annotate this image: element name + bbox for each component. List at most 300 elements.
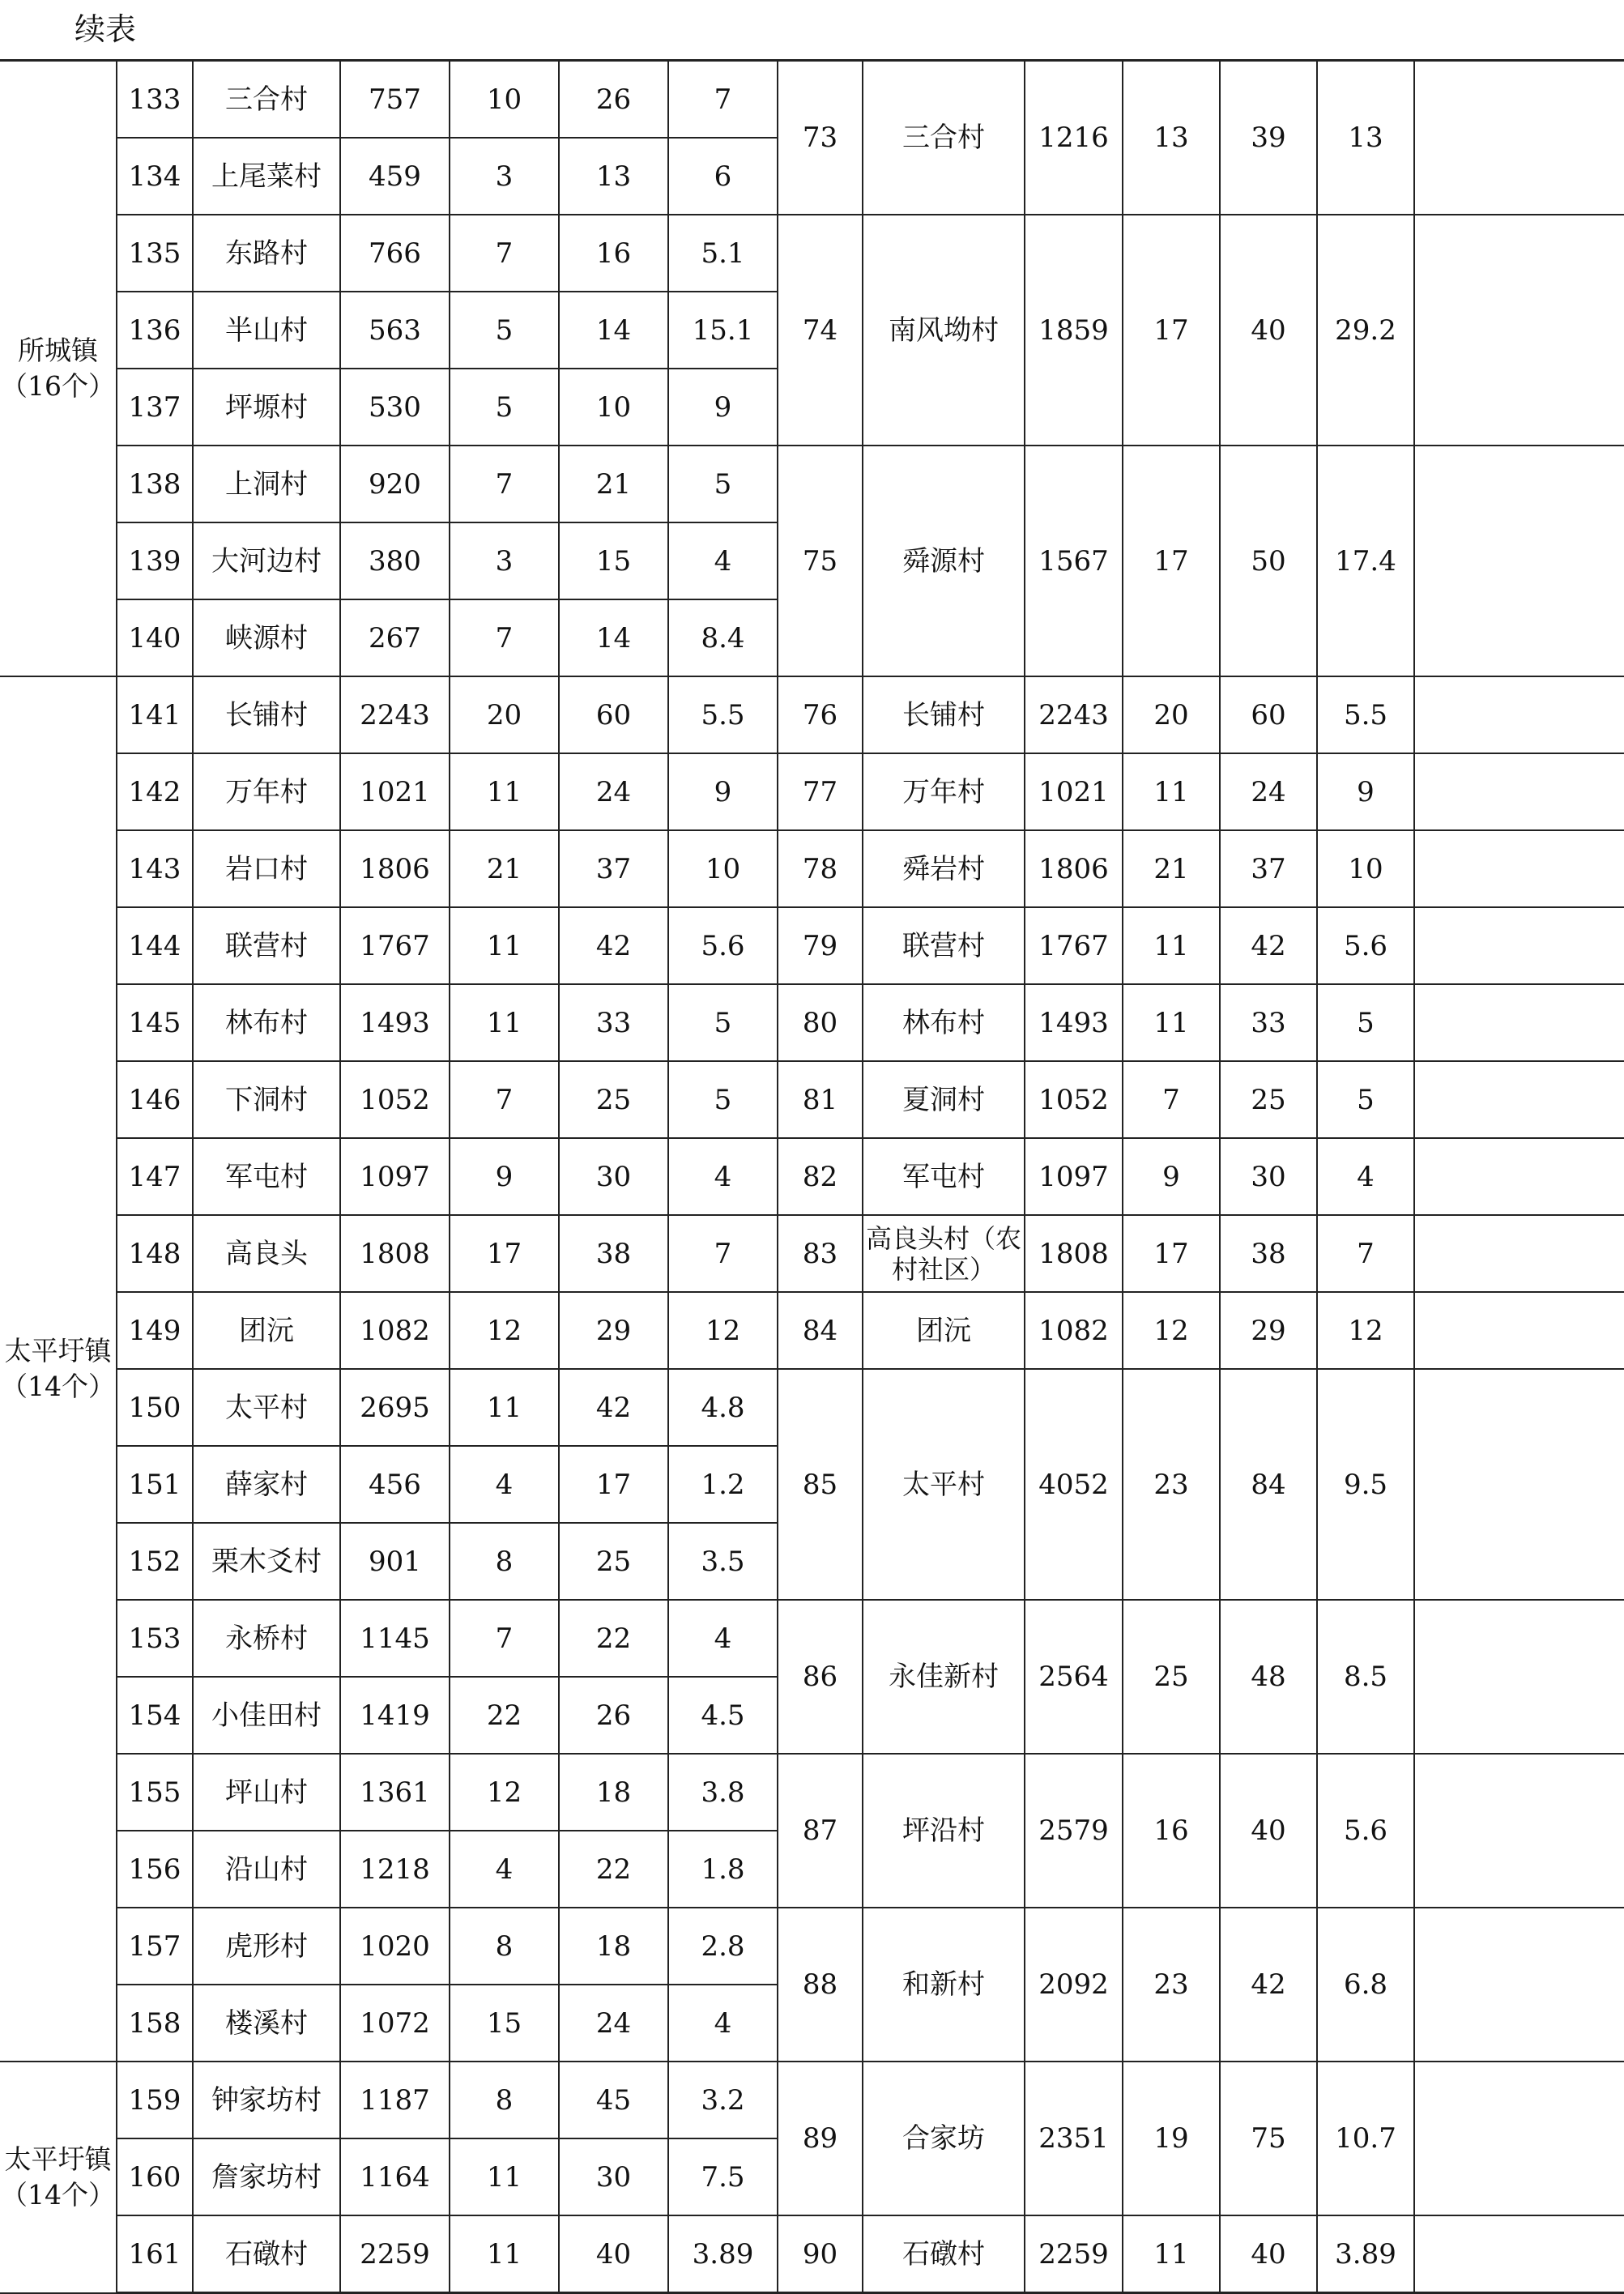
original-no-cell: 140 [117, 599, 193, 676]
original-pop-cell: 1218 [340, 1831, 450, 1908]
table-row [0, 1292, 1624, 1369]
merged-pop-cell: 2243 [1025, 676, 1123, 753]
original-pop-cell: 1021 [340, 753, 450, 830]
merged-c2-cell: 25 [1220, 1061, 1317, 1138]
original-village-cell: 永桥村 [193, 1600, 340, 1677]
table-row [0, 1138, 1624, 1215]
original-pop-cell: 1072 [340, 1985, 450, 2062]
remark-cell [1414, 830, 1624, 907]
original-c1-cell: 8 [450, 1523, 559, 1600]
original-c2-cell: 25 [559, 1523, 668, 1600]
original-pop-cell: 1082 [340, 1292, 450, 1369]
original-c3-cell: 5 [668, 446, 778, 522]
original-c2-cell: 13 [559, 138, 668, 215]
original-village-cell: 上洞村 [193, 446, 340, 522]
original-c1-cell: 5 [450, 292, 559, 369]
original-pop-cell: 1020 [340, 1908, 450, 1985]
original-c1-cell: 11 [450, 753, 559, 830]
remark-cell [1414, 446, 1624, 676]
original-pop-cell: 1767 [340, 907, 450, 984]
original-c2-cell: 22 [559, 1831, 668, 1908]
original-no-cell: 159 [117, 2062, 193, 2138]
original-village-cell: 半山村 [193, 292, 340, 369]
original-c3-cell: 4 [668, 1600, 778, 1677]
merged-village-cell: 舜源村 [863, 446, 1025, 676]
original-c2-cell: 40 [559, 2215, 668, 2293]
original-no-cell: 145 [117, 984, 193, 1061]
original-c2-cell: 14 [559, 599, 668, 676]
remark-cell [1414, 753, 1624, 830]
original-no-cell: 133 [117, 61, 193, 139]
original-no-cell: 136 [117, 292, 193, 369]
merged-c3-cell: 5 [1317, 1061, 1414, 1138]
merged-no-cell: 84 [778, 1292, 863, 1369]
merged-no-cell: 90 [778, 2215, 863, 2293]
original-pop-cell: 459 [340, 138, 450, 215]
original-village-cell: 坪山村 [193, 1754, 340, 1831]
original-no-cell: 137 [117, 369, 193, 446]
original-c1-cell: 12 [450, 1292, 559, 1369]
original-no-cell: 160 [117, 2138, 193, 2215]
merged-no-cell: 78 [778, 830, 863, 907]
merged-village-cell: 南风坳村 [863, 215, 1025, 446]
merged-c1-cell: 21 [1123, 830, 1220, 907]
original-c3-cell: 2.8 [668, 1908, 778, 1985]
original-village-cell: 高良头 [193, 1215, 340, 1292]
remark-cell [1414, 1369, 1624, 1600]
original-pop-cell: 1493 [340, 984, 450, 1061]
original-pop-cell: 766 [340, 215, 450, 292]
merged-c3-cell: 29.2 [1317, 215, 1414, 446]
original-c1-cell: 3 [450, 138, 559, 215]
table-row [0, 753, 1624, 830]
table-row [0, 1600, 1624, 1677]
merged-c2-cell: 75 [1220, 2062, 1317, 2215]
original-c2-cell: 25 [559, 1061, 668, 1138]
original-c1-cell: 22 [450, 1677, 559, 1754]
original-c2-cell: 22 [559, 1600, 668, 1677]
original-village-cell: 峡源村 [193, 599, 340, 676]
original-c1-cell: 7 [450, 446, 559, 522]
original-no-cell: 149 [117, 1292, 193, 1369]
original-c3-cell: 6 [668, 138, 778, 215]
original-no-cell: 157 [117, 1908, 193, 1985]
original-c1-cell: 12 [450, 1754, 559, 1831]
original-c1-cell: 21 [450, 830, 559, 907]
merged-c3-cell: 4 [1317, 1138, 1414, 1215]
original-c2-cell: 17 [559, 1446, 668, 1523]
merged-pop-cell: 1767 [1025, 907, 1123, 984]
merged-c2-cell: 40 [1220, 1754, 1317, 1908]
table-row [0, 1215, 1624, 1292]
original-c1-cell: 17 [450, 1215, 559, 1292]
original-no-cell: 141 [117, 676, 193, 753]
remark-cell [1414, 1138, 1624, 1215]
original-village-cell: 楼溪村 [193, 1985, 340, 2062]
original-c3-cell: 7 [668, 1215, 778, 1292]
original-c2-cell: 18 [559, 1754, 668, 1831]
original-c2-cell: 33 [559, 984, 668, 1061]
original-c3-cell: 4.5 [668, 1677, 778, 1754]
original-c1-cell: 9 [450, 1138, 559, 1215]
original-pop-cell: 1808 [340, 1215, 450, 1292]
remark-cell [1414, 215, 1624, 446]
original-c2-cell: 37 [559, 830, 668, 907]
merged-c1-cell: 17 [1123, 446, 1220, 676]
original-village-cell: 三合村 [193, 61, 340, 139]
original-no-cell: 139 [117, 522, 193, 599]
original-c3-cell: 4 [668, 1985, 778, 2062]
merged-c2-cell: 60 [1220, 676, 1317, 753]
merged-c2-cell: 40 [1220, 2215, 1317, 2293]
original-c2-cell: 24 [559, 753, 668, 830]
merged-village-cell: 石礅村 [863, 2215, 1025, 2293]
merged-c2-cell: 84 [1220, 1369, 1317, 1600]
merged-no-cell: 88 [778, 1908, 863, 2062]
merged-c3-cell: 9.5 [1317, 1369, 1414, 1600]
original-no-cell: 146 [117, 1061, 193, 1138]
original-c3-cell: 3.8 [668, 1754, 778, 1831]
original-c1-cell: 11 [450, 1369, 559, 1446]
table-row [0, 1369, 1624, 1446]
merged-village-cell: 万年村 [863, 753, 1025, 830]
original-village-cell: 大河边村 [193, 522, 340, 599]
merged-c1-cell: 11 [1123, 753, 1220, 830]
original-c3-cell: 3.89 [668, 2215, 778, 2293]
original-village-cell: 栗木爻村 [193, 1523, 340, 1600]
original-c3-cell: 5.6 [668, 907, 778, 984]
original-c3-cell: 8.4 [668, 599, 778, 676]
merged-pop-cell: 2351 [1025, 2062, 1123, 2215]
original-c1-cell: 7 [450, 599, 559, 676]
merged-c3-cell: 5.5 [1317, 676, 1414, 753]
original-c1-cell: 4 [450, 1831, 559, 1908]
merged-pop-cell: 1493 [1025, 984, 1123, 1061]
original-village-cell: 薛家村 [193, 1446, 340, 1523]
table-row [0, 984, 1624, 1061]
merged-c1-cell: 11 [1123, 2215, 1220, 2293]
original-c2-cell: 45 [559, 2062, 668, 2138]
remark-cell [1414, 1215, 1624, 1292]
merged-no-cell: 89 [778, 2062, 863, 2215]
original-c2-cell: 16 [559, 215, 668, 292]
original-c2-cell: 10 [559, 369, 668, 446]
original-no-cell: 151 [117, 1446, 193, 1523]
original-c1-cell: 7 [450, 1061, 559, 1138]
merged-c3-cell: 9 [1317, 753, 1414, 830]
remark-cell [1414, 1754, 1624, 1908]
merged-village-cell: 三合村 [863, 61, 1025, 215]
original-no-cell: 154 [117, 1677, 193, 1754]
original-pop-cell: 380 [340, 522, 450, 599]
original-village-cell: 小佳田村 [193, 1677, 340, 1754]
original-no-cell: 150 [117, 1369, 193, 1446]
merged-c2-cell: 42 [1220, 1908, 1317, 2062]
merged-pop-cell: 2092 [1025, 1908, 1123, 2062]
merged-no-cell: 73 [778, 61, 863, 215]
original-no-cell: 155 [117, 1754, 193, 1831]
merged-village-cell: 坪沿村 [863, 1754, 1025, 1908]
table-row [0, 907, 1624, 984]
merged-c2-cell: 30 [1220, 1138, 1317, 1215]
town-name-cell: 太平圩镇（14个） [0, 2062, 117, 2293]
merged-pop-cell: 1082 [1025, 1292, 1123, 1369]
remark-cell [1414, 1908, 1624, 2062]
original-c3-cell: 5 [668, 984, 778, 1061]
original-pop-cell: 1145 [340, 1600, 450, 1677]
original-no-cell: 153 [117, 1600, 193, 1677]
original-pop-cell: 901 [340, 1523, 450, 1600]
original-pop-cell: 1187 [340, 2062, 450, 2138]
merged-c3-cell: 5 [1317, 984, 1414, 1061]
merged-pop-cell: 1216 [1025, 61, 1123, 215]
original-village-cell: 东路村 [193, 215, 340, 292]
original-c3-cell: 5.1 [668, 215, 778, 292]
original-c2-cell: 26 [559, 1677, 668, 1754]
original-no-cell: 148 [117, 1215, 193, 1292]
village-merge-table [0, 59, 1624, 2294]
original-c2-cell: 21 [559, 446, 668, 522]
merged-c1-cell: 25 [1123, 1600, 1220, 1754]
original-pop-cell: 920 [340, 446, 450, 522]
merged-village-cell: 合家坊 [863, 2062, 1025, 2215]
merged-village-cell: 长铺村 [863, 676, 1025, 753]
original-pop-cell: 267 [340, 599, 450, 676]
original-no-cell: 144 [117, 907, 193, 984]
merged-pop-cell: 1097 [1025, 1138, 1123, 1215]
original-pop-cell: 563 [340, 292, 450, 369]
original-village-cell: 石礅村 [193, 2215, 340, 2293]
merged-c3-cell: 17.4 [1317, 446, 1414, 676]
original-no-cell: 134 [117, 138, 193, 215]
table-row [0, 61, 1624, 139]
original-pop-cell: 530 [340, 369, 450, 446]
original-village-cell: 太平村 [193, 1369, 340, 1446]
original-village-cell: 下洞村 [193, 1061, 340, 1138]
original-c1-cell: 8 [450, 1908, 559, 1985]
merged-no-cell: 87 [778, 1754, 863, 1908]
original-c1-cell: 7 [450, 215, 559, 292]
original-pop-cell: 757 [340, 61, 450, 139]
table-row [0, 676, 1624, 753]
remark-cell [1414, 1292, 1624, 1369]
original-c1-cell: 11 [450, 907, 559, 984]
original-c3-cell: 4 [668, 522, 778, 599]
merged-c2-cell: 39 [1220, 61, 1317, 215]
remark-cell [1414, 1600, 1624, 1754]
merged-pop-cell: 1859 [1025, 215, 1123, 446]
merged-village-cell: 林布村 [863, 984, 1025, 1061]
table-row [0, 1908, 1624, 1985]
original-village-cell: 联营村 [193, 907, 340, 984]
original-village-cell: 长铺村 [193, 676, 340, 753]
original-c1-cell: 20 [450, 676, 559, 753]
original-no-cell: 135 [117, 215, 193, 292]
original-pop-cell: 2259 [340, 2215, 450, 2293]
original-village-cell: 沿山村 [193, 1831, 340, 1908]
merged-c1-cell: 17 [1123, 215, 1220, 446]
merged-c3-cell: 3.89 [1317, 2215, 1414, 2293]
original-c1-cell: 11 [450, 2215, 559, 2293]
original-c2-cell: 42 [559, 907, 668, 984]
original-no-cell: 156 [117, 1831, 193, 1908]
original-c2-cell: 26 [559, 61, 668, 139]
merged-c1-cell: 7 [1123, 1061, 1220, 1138]
merged-pop-cell: 1806 [1025, 830, 1123, 907]
original-c2-cell: 38 [559, 1215, 668, 1292]
merged-c3-cell: 5.6 [1317, 907, 1414, 984]
merged-no-cell: 77 [778, 753, 863, 830]
original-village-cell: 坪塬村 [193, 369, 340, 446]
original-c3-cell: 9 [668, 369, 778, 446]
original-c3-cell: 1.8 [668, 1831, 778, 1908]
original-c3-cell: 10 [668, 830, 778, 907]
town-name-cell: 太平圩镇（14个） [0, 676, 117, 2062]
merged-c2-cell: 50 [1220, 446, 1317, 676]
merged-c1-cell: 19 [1123, 2062, 1220, 2215]
merged-c3-cell: 10.7 [1317, 2062, 1414, 2215]
original-no-cell: 152 [117, 1523, 193, 1600]
merged-no-cell: 79 [778, 907, 863, 984]
original-c2-cell: 14 [559, 292, 668, 369]
table-row [0, 1061, 1624, 1138]
merged-c1-cell: 20 [1123, 676, 1220, 753]
merged-c2-cell: 38 [1220, 1215, 1317, 1292]
merged-no-cell: 74 [778, 215, 863, 446]
original-pop-cell: 1419 [340, 1677, 450, 1754]
merged-no-cell: 81 [778, 1061, 863, 1138]
original-pop-cell: 1361 [340, 1754, 450, 1831]
remark-cell [1414, 1061, 1624, 1138]
merged-c3-cell: 8.5 [1317, 1600, 1414, 1754]
original-c3-cell: 15.1 [668, 292, 778, 369]
merged-no-cell: 85 [778, 1369, 863, 1600]
original-village-cell: 万年村 [193, 753, 340, 830]
merged-c1-cell: 17 [1123, 1215, 1220, 1292]
original-no-cell: 147 [117, 1138, 193, 1215]
remark-cell [1414, 61, 1624, 215]
original-no-cell: 161 [117, 2215, 193, 2293]
table-row [0, 446, 1624, 522]
table-row [0, 2215, 1624, 2293]
original-pop-cell: 1097 [340, 1138, 450, 1215]
original-pop-cell: 1052 [340, 1061, 450, 1138]
merged-village-cell: 永佳新村 [863, 1600, 1025, 1754]
original-c3-cell: 7.5 [668, 2138, 778, 2215]
merged-c2-cell: 40 [1220, 215, 1317, 446]
original-village-cell: 林布村 [193, 984, 340, 1061]
merged-village-cell: 团沅 [863, 1292, 1025, 1369]
merged-c2-cell: 29 [1220, 1292, 1317, 1369]
original-pop-cell: 2695 [340, 1369, 450, 1446]
original-c1-cell: 11 [450, 984, 559, 1061]
original-c1-cell: 8 [450, 2062, 559, 2138]
merged-pop-cell: 2564 [1025, 1600, 1123, 1754]
merged-village-cell: 舜岩村 [863, 830, 1025, 907]
merged-c1-cell: 16 [1123, 1754, 1220, 1908]
merged-c2-cell: 37 [1220, 830, 1317, 907]
merged-no-cell: 83 [778, 1215, 863, 1292]
original-pop-cell: 1164 [340, 2138, 450, 2215]
table-row [0, 215, 1624, 292]
merged-c1-cell: 9 [1123, 1138, 1220, 1215]
original-c1-cell: 4 [450, 1446, 559, 1523]
merged-c3-cell: 13 [1317, 61, 1414, 215]
merged-c1-cell: 23 [1123, 1908, 1220, 2062]
original-c3-cell: 5.5 [668, 676, 778, 753]
table-row [0, 830, 1624, 907]
merged-c1-cell: 11 [1123, 984, 1220, 1061]
merged-pop-cell: 2259 [1025, 2215, 1123, 2293]
merged-pop-cell: 1052 [1025, 1061, 1123, 1138]
original-c3-cell: 5 [668, 1061, 778, 1138]
original-c3-cell: 7 [668, 61, 778, 139]
merged-village-cell: 联营村 [863, 907, 1025, 984]
original-c3-cell: 12 [668, 1292, 778, 1369]
remark-cell [1414, 984, 1624, 1061]
original-c1-cell: 15 [450, 1985, 559, 2062]
original-village-cell: 岩口村 [193, 830, 340, 907]
original-no-cell: 142 [117, 753, 193, 830]
merged-c1-cell: 23 [1123, 1369, 1220, 1600]
original-no-cell: 143 [117, 830, 193, 907]
merged-village-cell: 夏洞村 [863, 1061, 1025, 1138]
town-name-cell: 所城镇（16个） [0, 61, 117, 677]
original-village-cell: 上尾菜村 [193, 138, 340, 215]
merged-c1-cell: 13 [1123, 61, 1220, 215]
merged-pop-cell: 1567 [1025, 446, 1123, 676]
table-row [0, 1754, 1624, 1831]
original-pop-cell: 1806 [340, 830, 450, 907]
original-village-cell: 军屯村 [193, 1138, 340, 1215]
original-c3-cell: 3.5 [668, 1523, 778, 1600]
original-village-cell: 钟家坊村 [193, 2062, 340, 2138]
original-village-cell: 虎形村 [193, 1908, 340, 1985]
table-caption: 续表 [75, 11, 137, 47]
original-c2-cell: 42 [559, 1369, 668, 1446]
merged-c2-cell: 48 [1220, 1600, 1317, 1754]
original-village-cell: 詹家坊村 [193, 2138, 340, 2215]
original-c2-cell: 24 [559, 1985, 668, 2062]
original-no-cell: 138 [117, 446, 193, 522]
merged-c1-cell: 12 [1123, 1292, 1220, 1369]
original-c2-cell: 15 [559, 522, 668, 599]
original-pop-cell: 456 [340, 1446, 450, 1523]
merged-c2-cell: 42 [1220, 907, 1317, 984]
merged-c2-cell: 24 [1220, 753, 1317, 830]
original-c3-cell: 9 [668, 753, 778, 830]
remark-cell [1414, 2062, 1624, 2215]
merged-c3-cell: 6.8 [1317, 1908, 1414, 2062]
table-row [0, 2062, 1624, 2138]
merged-c3-cell: 10 [1317, 830, 1414, 907]
merged-pop-cell: 1808 [1025, 1215, 1123, 1292]
original-c2-cell: 30 [559, 1138, 668, 1215]
merged-no-cell: 80 [778, 984, 863, 1061]
merged-pop-cell: 2579 [1025, 1754, 1123, 1908]
original-c3-cell: 1.2 [668, 1446, 778, 1523]
original-c2-cell: 18 [559, 1908, 668, 1985]
original-c1-cell: 11 [450, 2138, 559, 2215]
original-c1-cell: 5 [450, 369, 559, 446]
original-c1-cell: 3 [450, 522, 559, 599]
merged-pop-cell: 4052 [1025, 1369, 1123, 1600]
original-c3-cell: 3.2 [668, 2062, 778, 2138]
remark-cell [1414, 2215, 1624, 2293]
original-c1-cell: 10 [450, 61, 559, 139]
merged-c1-cell: 11 [1123, 907, 1220, 984]
remark-cell [1414, 907, 1624, 984]
